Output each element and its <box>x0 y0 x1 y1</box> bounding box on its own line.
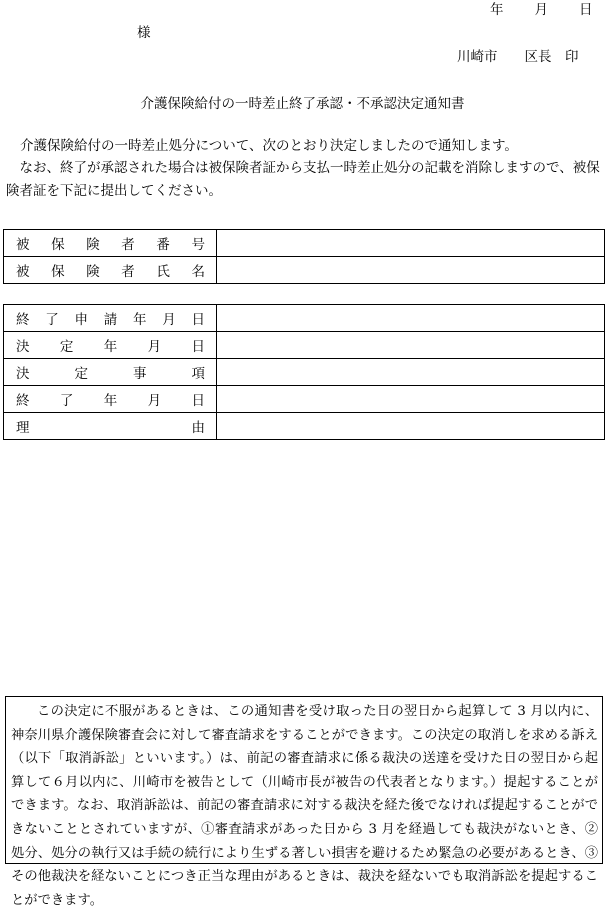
end-date-field[interactable] <box>217 386 605 413</box>
table-row <box>4 359 605 386</box>
insured-info-table <box>3 229 605 284</box>
table-row <box>4 332 605 359</box>
reason-label: 理 由 <box>4 413 217 440</box>
insured-name-label: 被 保 険 者 氏 名 <box>4 257 217 284</box>
table-row <box>4 413 605 440</box>
addressee-suffix: 様 <box>137 25 151 41</box>
intro-paragraph: 介護保険給付の一時差止処分について、次のとおり決定しましたので通知します。 <box>20 138 518 154</box>
decision-date-label: 決 定 年 月 日 <box>4 332 217 359</box>
decision-table <box>3 304 605 440</box>
decision-item-field[interactable] <box>217 359 605 386</box>
document-title: 介護保険給付の一時差止終了承認・不承認決定通知書 <box>140 96 465 112</box>
appeal-notice: この決定に不服があるときは、この通知書を受け取った日の翌日から起算して 3 月以内に、神奈川県介護保険審査会に対して審査請求をすることができます。この決定の取消しを求める訴え（以下「取消訴訟」といいます。）は、前記の審査請求に係る裁決の送達を受けた日の翌日から起算して６月以内に、川崎市を被告として（川崎市長が被告の代表者となります。）提起することができます。なお、取消訴訟は、前記の審査請求に対する裁決を経た後でなければ提起することができないこととされていますが、①審査請求があった日から 3 月を経過しても裁決がないとき、②処分、処分の執行又は手続の続行により生ずる著しい損害を避けるため緊急の必要があるとき、③その他裁決を経ないことにつき正当な理由があるときは、裁決を経ないでも取消訴訟を提起することができます。 <box>5 696 603 864</box>
insured-number-field[interactable] <box>217 230 605 257</box>
reason-field[interactable] <box>217 413 605 440</box>
end-request-date-field[interactable] <box>217 305 605 332</box>
note-paragraph: なお、終了が承認された場合は被保険者証から支払一時差止処分の記載を消除しますので、被保険者証を下記に提出してください。 <box>6 160 600 199</box>
issuer: 川崎市 区長 印 <box>457 49 579 65</box>
table-row <box>4 386 605 413</box>
end-date-label: 終 了 年 月 日 <box>4 386 217 413</box>
insured-number-label: 被 保 険 者 番 号 <box>4 230 217 257</box>
end-request-date-label: 終 了 申 請 年 月 日 <box>4 305 217 332</box>
year-label: 年 <box>490 2 504 18</box>
month-label: 月 <box>534 2 548 18</box>
table-row <box>4 305 605 332</box>
table-row <box>4 257 605 284</box>
day-label: 日 <box>579 2 593 18</box>
decision-date-field[interactable] <box>217 332 605 359</box>
date-line <box>490 0 593 18</box>
insured-name-field[interactable] <box>217 257 605 284</box>
decision-item-label: 決 定 事 項 <box>4 359 217 386</box>
table-row <box>4 230 605 257</box>
